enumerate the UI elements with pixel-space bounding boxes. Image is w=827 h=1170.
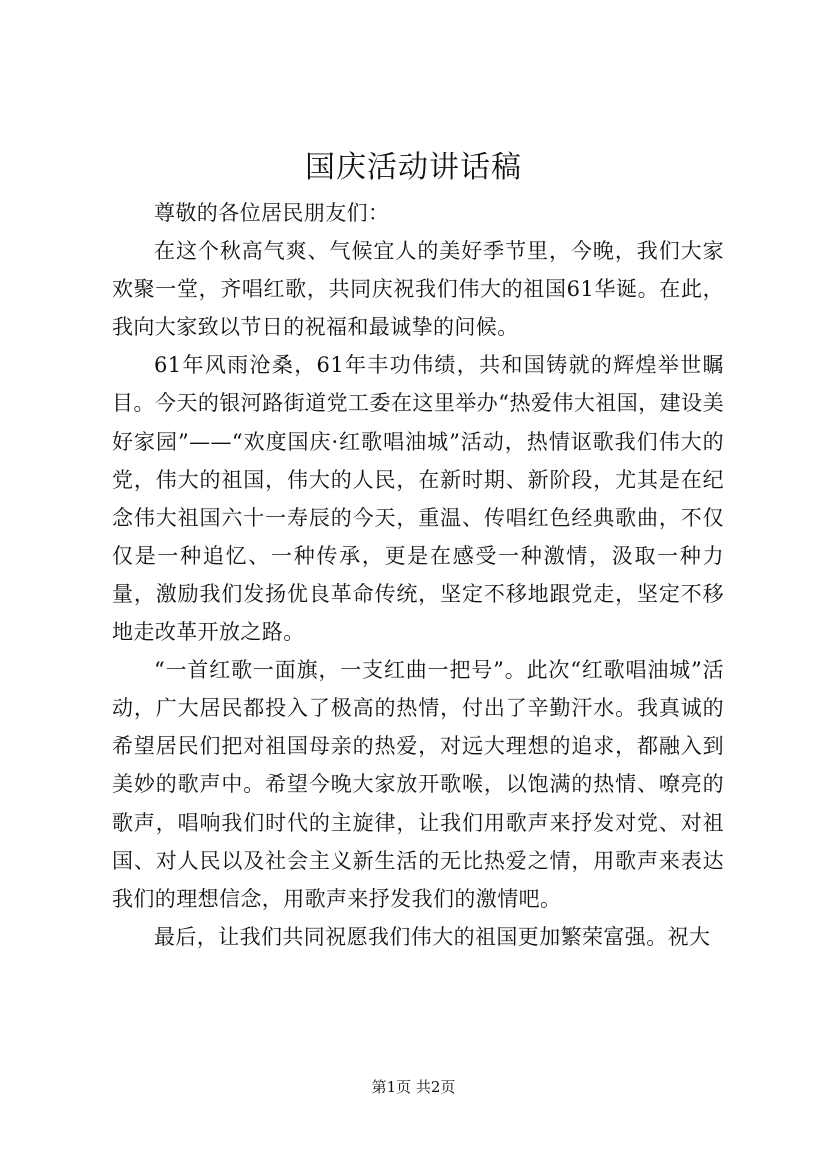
paragraph-3: “一首红歌一面旗，一支红曲一把号”。此次“红歌唱油城”活动，广大居民都投入了极高的热情，付出了辛勤汗水。我真诚的希望居民们把对祖国母亲的热爱，对远大理想的追求，都融入到美妙的歌声中。希望今晚大家放开歌喉，以饱满的热情、嘹亮的歌声，唱响我们时代的主旋律，让我们用歌声来抒发对党、对祖国、对人民以及社会主义新生活的无比热爱之情，用歌声来表达我们的理想信念，用歌声来抒发我们的激情吧。 (112, 658, 724, 911)
paragraph-4: 最后，让我们共同祝愿我们伟大的祖国更加繁荣富强。祝大 (154, 924, 711, 949)
page-number-footer: 第1页 共2页 (371, 1078, 456, 1096)
paragraph-1: 在这个秋高气爽、气候宜人的美好季节里，今晚，我们大家欢聚一堂，齐唱红歌，共同庆祝我们伟大的祖国61华诞。在此，我向大家致以节日的祝福和最诚挚的问候。 (112, 239, 724, 340)
salutation: 尊敬的各位居民朋友们： (154, 201, 390, 225)
paragraph-2: 61年风雨沧桑，61年丰功伟绩，共和国铸就的辉煌举世瞩目。今天的银河路街道党工委在这里举办“热爱伟大祖国，建设美好家园”——“欢度国庆·红歌唱油城”活动，热情讴歌我们伟大的党，伟大的祖国，伟大的人民，在新时期、新阶段，尤其是在纪念伟大祖国六十一寿辰的今天，重温、传唱红色经典歌曲，不仅仅是一种追忆、一种传承，更是在感受一种激情，汲取一种力量，激励我们发扬优良革命传统，坚定不移地跟党走，坚定不移地走改革开放之路。 (112, 353, 724, 645)
document-title: 国庆活动讲话稿 (305, 150, 522, 185)
document-body (112, 194, 724, 956)
